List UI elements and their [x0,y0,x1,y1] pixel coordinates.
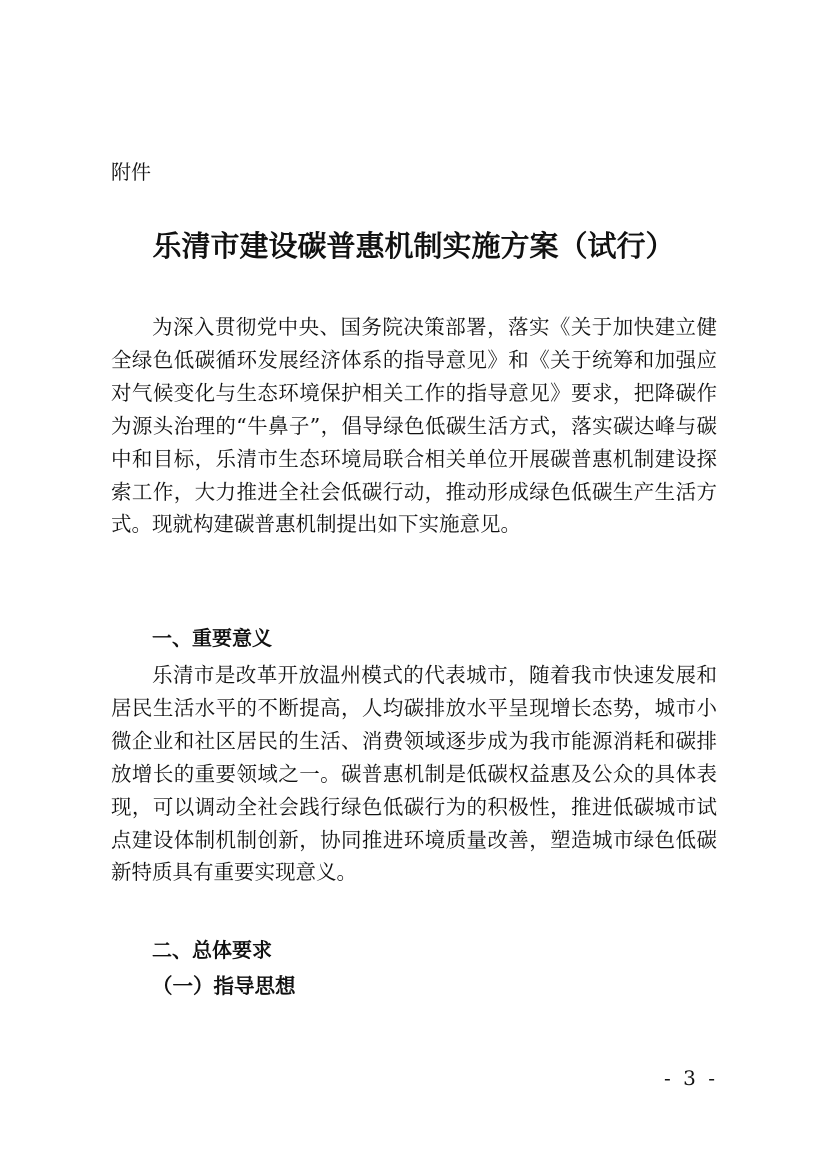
significance-paragraph: 乐清市是改革开放温州模式的代表城市，随着我市快速发展和居民生活水平的不断提高，人均碳排放水平呈现增长态势，城市小微企业和社区居民的生活、消费领域逐步成为我市能源消耗和碳排放增长的重要领域之一。碳普惠机制是低碳权益惠及公众的具体表现，可以调动全社会践行绿色低碳行为的积极性，推进低碳城市试点建设体制机制创新，协同推进环境质量改善，塑造城市绿色低碳新特质具有重要实现意义。 [111,663,717,885]
intro-paragraph: 为深入贯彻党中央、国务院决策部署，落实《关于加快建立健全绿色低碳循环发展经济体系的指导意见》和《关于统筹和加强应对气候变化与生态环境保护相关工作的指导意见》要求，把降碳作为源头治理的“牛鼻子”，倡导绿色低碳生活方式，落实碳达峰与碳中和目标，乐清市生态环境局联合相关单位开展碳普惠机制建设探索工作，大力推进全社会低碳行动，推动形成绿色低碳生产生活方式。现就构建碳普惠机制提出如下实施意见。 [111,315,717,537]
subsection-heading-guiding-ideology: （一）指导思想 [152,974,296,998]
section-heading-requirements: 二、总体要求 [152,938,272,962]
attachment-label: 附件 [111,160,151,184]
document-title: 乐清市建设碳普惠机制实施方案（试行） [152,229,675,263]
section-heading-significance: 一、重要意义 [152,626,272,650]
page-number: - 3 - [664,1066,718,1090]
